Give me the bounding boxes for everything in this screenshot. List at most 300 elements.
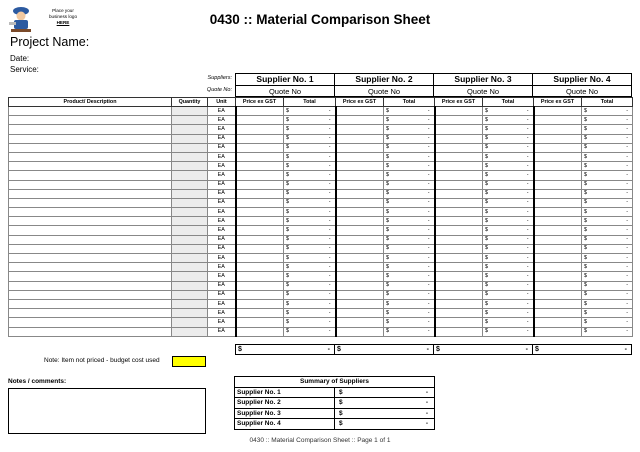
price-cell-1[interactable] (236, 107, 284, 116)
notes-label: Notes / comments: (8, 378, 67, 385)
total-cell-3: $ - (483, 125, 534, 134)
price-cell-4[interactable] (534, 327, 582, 336)
price-cell-2[interactable] (336, 198, 384, 207)
total-cell-3: $ - (483, 171, 534, 180)
price-cell-1[interactable] (236, 143, 284, 152)
col-total-2: Total (384, 98, 435, 107)
price-cell-4[interactable] (534, 208, 582, 217)
total-cell-3: $ - (483, 134, 534, 143)
total-cell-3: $ - (483, 299, 534, 308)
price-cell-2[interactable] (336, 290, 384, 299)
price-cell-2[interactable] (336, 281, 384, 290)
summary-row (235, 408, 435, 419)
table-row (9, 208, 633, 217)
product-cell[interactable] (9, 198, 172, 207)
total-cell-1: $ - (284, 318, 336, 327)
col-price-3: Price ex GST (435, 98, 483, 107)
supplier-1-total-cell: $ - (236, 345, 335, 355)
total-cell-1: $ - (284, 171, 336, 180)
table-row (9, 189, 633, 198)
total-cell-1: $ - (284, 290, 336, 299)
total-cell-3: $ - (483, 107, 534, 116)
total-cell-1: $ - (284, 116, 336, 125)
product-cell[interactable] (9, 189, 172, 198)
price-cell-4[interactable] (534, 226, 582, 235)
product-cell[interactable] (9, 180, 172, 189)
quantity-cell[interactable] (172, 309, 208, 318)
price-cell-4[interactable] (534, 171, 582, 180)
col-total-3: Total (483, 98, 534, 107)
quantity-cell[interactable] (172, 116, 208, 125)
price-cell-1[interactable] (236, 309, 284, 318)
price-cell-2[interactable] (336, 116, 384, 125)
price-cell-4[interactable] (534, 162, 582, 171)
unit-cell: EA (208, 217, 236, 226)
price-cell-4[interactable] (534, 309, 582, 318)
unit-cell: EA (208, 116, 236, 125)
total-cell-2: $ - (384, 116, 435, 125)
quantity-cell[interactable] (172, 217, 208, 226)
table-row (9, 244, 633, 253)
product-cell[interactable] (9, 309, 172, 318)
total-cell-4: $ - (582, 290, 633, 299)
total-cell-4: $ - (582, 180, 633, 189)
price-cell-1[interactable] (236, 235, 284, 244)
price-cell-1[interactable] (236, 152, 284, 161)
price-cell-4[interactable] (534, 272, 582, 281)
quantity-cell[interactable] (172, 244, 208, 253)
col-total-4: Total (582, 98, 633, 107)
price-cell-3[interactable] (435, 208, 483, 217)
total-cell-1: $ - (284, 244, 336, 253)
table-row (9, 107, 633, 116)
total-cell-4: $ - (582, 208, 633, 217)
price-cell-2[interactable] (336, 272, 384, 281)
price-cell-2[interactable] (336, 143, 384, 152)
price-cell-1[interactable] (236, 318, 284, 327)
table-row (9, 217, 633, 226)
total-cell-1: $ - (284, 198, 336, 207)
total-cell-3: $ - (483, 254, 534, 263)
summary-row (235, 419, 435, 430)
supplier-2-quote[interactable]: Quote No (335, 86, 434, 97)
price-cell-3[interactable] (435, 290, 483, 299)
price-cell-3[interactable] (435, 226, 483, 235)
product-cell[interactable] (9, 143, 172, 152)
total-cell-2: $ - (384, 107, 435, 116)
product-cell[interactable] (9, 281, 172, 290)
price-cell-3[interactable] (435, 162, 483, 171)
service-label: Service: (10, 65, 39, 74)
product-cell[interactable] (9, 217, 172, 226)
total-cell-2: $ - (384, 180, 435, 189)
unit-cell: EA (208, 189, 236, 198)
price-cell-3[interactable] (435, 171, 483, 180)
price-cell-3[interactable] (435, 281, 483, 290)
price-cell-4[interactable] (534, 116, 582, 125)
price-cell-2[interactable] (336, 235, 384, 244)
quantity-cell[interactable] (172, 180, 208, 189)
product-cell[interactable] (9, 290, 172, 299)
product-cell[interactable] (9, 254, 172, 263)
price-cell-3[interactable] (435, 152, 483, 161)
col-quantity: Quantity (172, 98, 208, 107)
material-table (8, 97, 633, 337)
product-cell[interactable] (9, 318, 172, 327)
quantity-cell[interactable] (172, 281, 208, 290)
price-cell-2[interactable] (336, 134, 384, 143)
price-cell-1[interactable] (236, 134, 284, 143)
unit-cell: EA (208, 263, 236, 272)
page-footer: 0430 :: Material Comparison Sheet :: Page 1 of 1 (249, 437, 391, 444)
price-cell-3[interactable] (435, 272, 483, 281)
total-cell-4: $ - (582, 327, 633, 336)
total-cell-3: $ - (483, 226, 534, 235)
total-cell-4: $ - (582, 299, 633, 308)
table-row (9, 226, 633, 235)
quantity-cell[interactable] (172, 208, 208, 217)
unit-cell: EA (208, 254, 236, 263)
total-cell-1: $ - (284, 134, 336, 143)
total-cell-4: $ - (582, 116, 633, 125)
product-cell[interactable] (9, 125, 172, 134)
price-cell-4[interactable] (534, 254, 582, 263)
unit-cell: EA (208, 290, 236, 299)
price-cell-1[interactable] (236, 189, 284, 198)
quantity-cell[interactable] (172, 107, 208, 116)
price-cell-4[interactable] (534, 180, 582, 189)
price-cell-4[interactable] (534, 318, 582, 327)
total-cell-3: $ - (483, 152, 534, 161)
total-cell-3: $ - (483, 318, 534, 327)
price-cell-4[interactable] (534, 125, 582, 134)
price-cell-1[interactable] (236, 171, 284, 180)
unit-cell: EA (208, 272, 236, 281)
total-cell-1: $ - (284, 180, 336, 189)
price-cell-4[interactable] (534, 198, 582, 207)
price-cell-2[interactable] (336, 327, 384, 336)
total-cell-1: $ - (284, 189, 336, 198)
total-cell-2: $ - (384, 244, 435, 253)
project-name-label: Project Name: (10, 35, 90, 49)
price-cell-1[interactable] (236, 217, 284, 226)
summary-value-1: $ - (335, 387, 435, 398)
total-cell-4: $ - (582, 171, 633, 180)
unit-cell: EA (208, 235, 236, 244)
unit-cell: EA (208, 226, 236, 235)
price-cell-3[interactable] (435, 318, 483, 327)
quantity-cell[interactable] (172, 125, 208, 134)
total-cell-1: $ - (284, 208, 336, 217)
total-cell-1: $ - (284, 309, 336, 318)
supplier-4-total-cell: $ - (533, 345, 632, 355)
product-cell[interactable] (9, 263, 172, 272)
quantity-cell[interactable] (172, 143, 208, 152)
price-cell-1[interactable] (236, 290, 284, 299)
total-cell-1: $ - (284, 217, 336, 226)
total-cell-4: $ - (582, 263, 633, 272)
price-cell-3[interactable] (435, 263, 483, 272)
price-cell-2[interactable] (336, 171, 384, 180)
total-cell-1: $ - (284, 107, 336, 116)
quantity-cell[interactable] (172, 152, 208, 161)
table-row (9, 180, 633, 189)
total-cell-3: $ - (483, 272, 534, 281)
price-cell-2[interactable] (336, 180, 384, 189)
product-cell[interactable] (9, 171, 172, 180)
price-cell-3[interactable] (435, 180, 483, 189)
col-unit: Unit (208, 98, 236, 107)
price-cell-3[interactable] (435, 198, 483, 207)
total-cell-2: $ - (384, 327, 435, 336)
quantity-cell[interactable] (172, 235, 208, 244)
quantity-cell[interactable] (172, 171, 208, 180)
price-cell-2[interactable] (336, 152, 384, 161)
unit-cell: EA (208, 299, 236, 308)
supplier-1-quote[interactable]: Quote No (236, 86, 335, 97)
price-cell-3[interactable] (435, 254, 483, 263)
quantity-cell[interactable] (172, 290, 208, 299)
product-cell[interactable] (9, 244, 172, 253)
total-cell-3: $ - (483, 180, 534, 189)
total-cell-3: $ - (483, 263, 534, 272)
price-cell-4[interactable] (534, 235, 582, 244)
price-cell-2[interactable] (336, 299, 384, 308)
notes-box[interactable] (8, 388, 206, 434)
product-cell[interactable] (9, 235, 172, 244)
summary-supplier-4: Supplier No. 4 (235, 419, 335, 430)
total-cell-2: $ - (384, 125, 435, 134)
price-cell-4[interactable] (534, 263, 582, 272)
summary-supplier-3: Supplier No. 3 (235, 408, 335, 419)
quantity-cell[interactable] (172, 327, 208, 336)
total-cell-4: $ - (582, 107, 633, 116)
price-cell-4[interactable] (534, 134, 582, 143)
total-cell-2: $ - (384, 299, 435, 308)
price-cell-3[interactable] (435, 309, 483, 318)
price-cell-1[interactable] (236, 180, 284, 189)
col-price-4: Price ex GST (534, 98, 582, 107)
price-cell-3[interactable] (435, 143, 483, 152)
price-cell-2[interactable] (336, 125, 384, 134)
price-cell-4[interactable] (534, 244, 582, 253)
price-cell-4[interactable] (534, 152, 582, 161)
total-cell-2: $ - (384, 309, 435, 318)
total-cell-4: $ - (582, 235, 633, 244)
unit-cell: EA (208, 107, 236, 116)
total-cell-3: $ - (483, 217, 534, 226)
product-cell[interactable] (9, 107, 172, 116)
price-cell-1[interactable] (236, 208, 284, 217)
summary-row (235, 398, 435, 409)
price-cell-3[interactable] (435, 235, 483, 244)
table-row (9, 162, 633, 171)
price-cell-4[interactable] (534, 290, 582, 299)
total-cell-2: $ - (384, 134, 435, 143)
quantity-cell[interactable] (172, 263, 208, 272)
total-cell-4: $ - (582, 318, 633, 327)
total-cell-2: $ - (384, 217, 435, 226)
summary-title: Summary of Suppliers (235, 377, 435, 388)
col-price-2: Price ex GST (336, 98, 384, 107)
price-cell-1[interactable] (236, 299, 284, 308)
quantity-cell[interactable] (172, 134, 208, 143)
quantity-cell[interactable] (172, 189, 208, 198)
quantity-cell[interactable] (172, 162, 208, 171)
product-cell[interactable] (9, 208, 172, 217)
supplier-3-total-cell: $ - (434, 345, 533, 355)
total-cell-2: $ - (384, 171, 435, 180)
price-cell-1[interactable] (236, 254, 284, 263)
price-cell-3[interactable] (435, 217, 483, 226)
total-cell-2: $ - (384, 318, 435, 327)
price-cell-3[interactable] (435, 189, 483, 198)
total-cell-4: $ - (582, 162, 633, 171)
product-cell[interactable] (9, 272, 172, 281)
price-cell-2[interactable] (336, 189, 384, 198)
unit-cell: EA (208, 309, 236, 318)
table-row (9, 309, 633, 318)
total-cell-3: $ - (483, 309, 534, 318)
table-row (9, 116, 633, 125)
price-cell-4[interactable] (534, 281, 582, 290)
price-cell-2[interactable] (336, 318, 384, 327)
total-cell-2: $ - (384, 263, 435, 272)
quantity-cell[interactable] (172, 254, 208, 263)
price-cell-2[interactable] (336, 208, 384, 217)
unit-cell: EA (208, 143, 236, 152)
price-cell-1[interactable] (236, 272, 284, 281)
price-cell-3[interactable] (435, 134, 483, 143)
table-row (9, 235, 633, 244)
quantity-cell[interactable] (172, 299, 208, 308)
summary-supplier-2: Supplier No. 2 (235, 398, 335, 409)
product-cell[interactable] (9, 134, 172, 143)
total-cell-2: $ - (384, 208, 435, 217)
quantity-cell[interactable] (172, 318, 208, 327)
quantity-cell[interactable] (172, 198, 208, 207)
price-cell-1[interactable] (236, 116, 284, 125)
price-cell-1[interactable] (236, 198, 284, 207)
total-cell-4: $ - (582, 244, 633, 253)
price-cell-1[interactable] (236, 263, 284, 272)
total-cell-4: $ - (582, 134, 633, 143)
price-cell-2[interactable] (336, 244, 384, 253)
unit-cell: EA (208, 198, 236, 207)
total-cell-3: $ - (483, 143, 534, 152)
table-row (9, 198, 633, 207)
date-label: Date: (10, 54, 30, 63)
product-cell[interactable] (9, 299, 172, 308)
price-cell-3[interactable] (435, 299, 483, 308)
supplier-2-name[interactable]: Supplier No. 2 (335, 74, 434, 86)
product-cell[interactable] (9, 226, 172, 235)
product-cell[interactable] (9, 327, 172, 336)
suppliers-label: Suppliers: (207, 75, 232, 81)
price-cell-4[interactable] (534, 189, 582, 198)
total-cell-4: $ - (582, 272, 633, 281)
table-row (9, 254, 633, 263)
supplier-3-name[interactable]: Supplier No. 3 (434, 74, 533, 86)
product-cell[interactable] (9, 116, 172, 125)
price-cell-1[interactable] (236, 162, 284, 171)
total-cell-2: $ - (384, 143, 435, 152)
table-row (9, 125, 633, 134)
quantity-cell[interactable] (172, 272, 208, 281)
table-row (9, 272, 633, 281)
product-cell[interactable] (9, 162, 172, 171)
supplier-1-name[interactable]: Supplier No. 1 (236, 74, 335, 86)
price-cell-4[interactable] (534, 217, 582, 226)
unit-cell: EA (208, 208, 236, 217)
price-cell-3[interactable] (435, 116, 483, 125)
total-cell-1: $ - (284, 327, 336, 336)
unit-cell: EA (208, 327, 236, 336)
table-row (9, 171, 633, 180)
price-cell-1[interactable] (236, 281, 284, 290)
total-cell-3: $ - (483, 116, 534, 125)
total-cell-2: $ - (384, 235, 435, 244)
price-cell-2[interactable] (336, 217, 384, 226)
summary-row (235, 387, 435, 398)
price-cell-2[interactable] (336, 226, 384, 235)
quantity-cell[interactable] (172, 226, 208, 235)
total-cell-1: $ - (284, 272, 336, 281)
total-cell-3: $ - (483, 189, 534, 198)
price-cell-3[interactable] (435, 125, 483, 134)
unit-cell: EA (208, 180, 236, 189)
price-cell-3[interactable] (435, 244, 483, 253)
supplier-4-name[interactable]: Supplier No. 4 (533, 74, 632, 86)
total-cell-1: $ - (284, 143, 336, 152)
price-cell-3[interactable] (435, 327, 483, 336)
price-cell-4[interactable] (534, 299, 582, 308)
price-cell-2[interactable] (336, 263, 384, 272)
total-cell-3: $ - (483, 327, 534, 336)
price-cell-3[interactable] (435, 107, 483, 116)
price-cell-1[interactable] (236, 226, 284, 235)
total-cell-3: $ - (483, 290, 534, 299)
total-cell-2: $ - (384, 162, 435, 171)
table-row (9, 318, 633, 327)
total-cell-2: $ - (384, 272, 435, 281)
price-cell-2[interactable] (336, 107, 384, 116)
supplier-3-quote[interactable]: Quote No (434, 86, 533, 97)
price-cell-4[interactable] (534, 143, 582, 152)
total-cell-4: $ - (582, 152, 633, 161)
total-cell-4: $ - (582, 226, 633, 235)
price-cell-1[interactable] (236, 327, 284, 336)
price-cell-1[interactable] (236, 125, 284, 134)
total-cell-1: $ - (284, 299, 336, 308)
price-cell-4[interactable] (534, 107, 582, 116)
price-cell-2[interactable] (336, 162, 384, 171)
col-product: Product/ Description (9, 98, 172, 107)
price-cell-2[interactable] (336, 309, 384, 318)
price-cell-2[interactable] (336, 254, 384, 263)
total-cell-1: $ - (284, 235, 336, 244)
unit-cell: EA (208, 162, 236, 171)
logo-placeholder-text: Place your business logo HERE (48, 8, 78, 25)
total-cell-4: $ - (582, 309, 633, 318)
product-cell[interactable] (9, 152, 172, 161)
unit-cell: EA (208, 281, 236, 290)
total-cell-4: $ - (582, 143, 633, 152)
price-cell-1[interactable] (236, 244, 284, 253)
supplier-2-total-cell: $ - (335, 345, 434, 355)
supplier-4-quote[interactable]: Quote No (533, 86, 632, 97)
total-cell-1: $ - (284, 263, 336, 272)
